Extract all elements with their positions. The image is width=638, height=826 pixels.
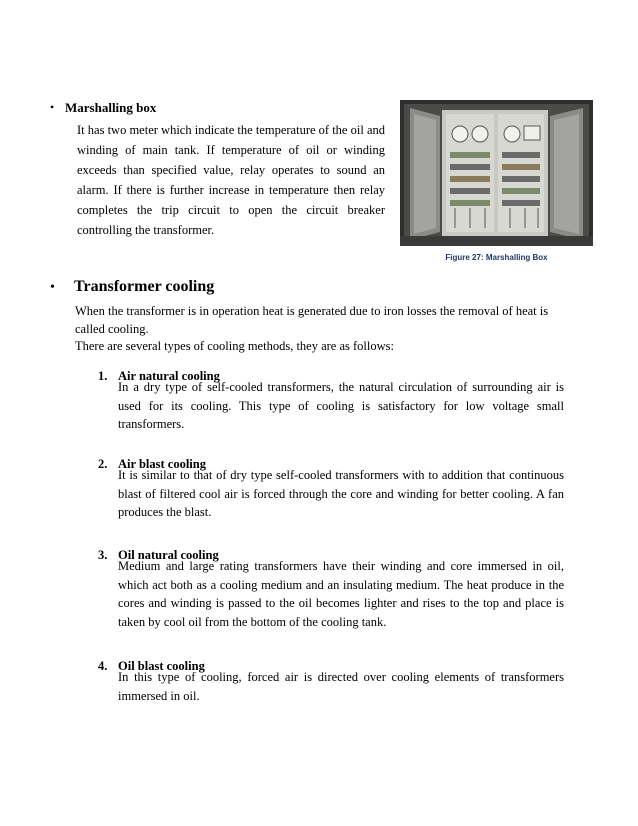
list-item-body: In a dry type of self-cooled transformers, the natural circulation of surrounding air is used for its cooling. This type of cooling is satisfactory for low voltage small transformers. (118, 380, 564, 431)
transformer-cooling-intro (75, 303, 555, 356)
marshalling-box-illustration (400, 100, 593, 246)
list-item-title: Oil natural cooling (118, 548, 219, 562)
section-heading-marshalling-box: Marshalling box (65, 100, 157, 115)
bullet-marker: • (50, 280, 55, 295)
list-item-body: In this type of cooling, forced air is directed over cooling elements of transformers immersed in oil. (118, 670, 564, 703)
list-item-body: Medium and large rating transformers have their winding and core immersed in oil, which act both as a cooling medium and an insulating medium. The heat produce in the cores and winding is passed to the oil becomes lighter and rises to the top and place is taken by cool oil from the bottom of the cooling tank. (118, 559, 564, 629)
list-item-number: 4. (98, 659, 108, 673)
marshalling-box-paragraph: It has two meter which indicate the temperature of the oil and winding of main tank. If temperature of oil or winding exceeds than specified value, relay operates to sound an alarm. If there is further increase in temperature then relay completes the trip circuit to open the circuit breaker controlling the transformer. (77, 123, 385, 237)
intro-text-1: When the transformer is in operation heat is generated due to iron losses the removal of heat is called cooling. (75, 304, 549, 336)
list-item-number: 3. (98, 548, 108, 562)
marshalling-box-photo (400, 100, 593, 246)
list-item-number: 1. (98, 369, 108, 383)
list-item-number: 2. (98, 457, 108, 471)
list-item-title: Oil blast cooling (118, 659, 205, 673)
section-heading-transformer-cooling: Transformer cooling (74, 278, 215, 295)
intro-text-2: There are several types of cooling methods, they are as follows: (75, 339, 394, 353)
list-item-title: Air natural cooling (118, 369, 220, 383)
list-item-body: It is similar to that of dry type self-cooled transformers with to addition that continuous blast of filtered cool air is forced through the core and winding for better cooling. A fan produces the blast. (118, 468, 564, 519)
figure-caption: Figure 27: Marshalling Box (445, 253, 548, 262)
bullet-marker: • (50, 100, 55, 114)
list-item-title: Air blast cooling (118, 457, 206, 471)
